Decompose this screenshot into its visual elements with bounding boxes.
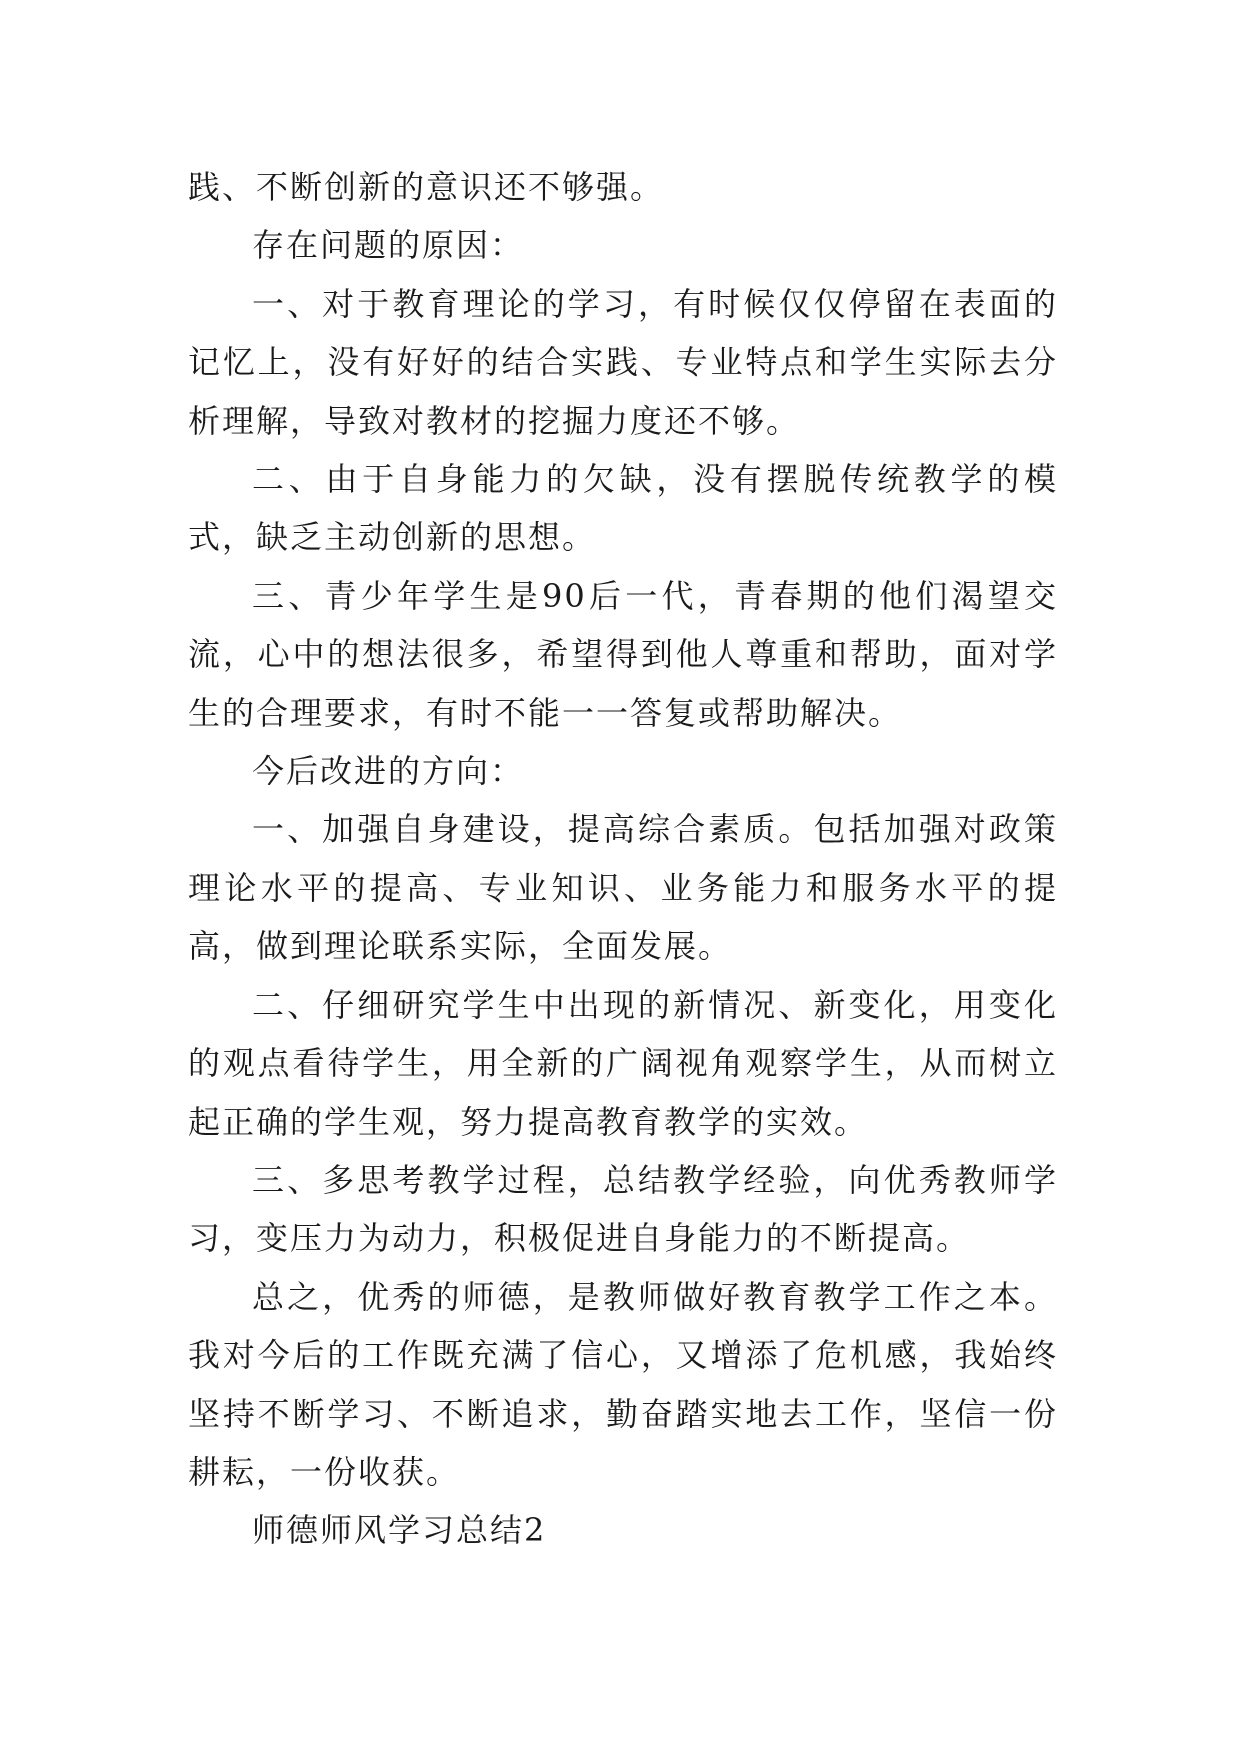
document-body [188,158,1058,1560]
paragraph-cause-1: 一、对于教育理论的学习，有时候仅仅停留在表面的记忆上，没有好好的结合实践、专业特点和学生实际去分析理解，导致对教材的挖掘力度还不够。 [188,284,1058,440]
paragraph-cause-3: 三、青少年学生是90后一代，青春期的他们渴望交流，心中的想法很多，希望得到他人尊重和帮助，面对学生的合理要求，有时不能一一答复或帮助解决。 [188,576,1058,732]
heading-improvement-direction: 今后改进的方向： [252,752,525,791]
paragraph-cause-2: 二、由于自身能力的欠缺，没有摆脱传统教学的模式，缺乏主动创新的思想。 [188,460,1058,557]
paragraph-improvement-2: 二、仔细研究学生中出现的新情况、新变化，用变化的观点看待学生，用全新的广阔视角观察学生，从而树立起正确的学生观，努力提高教育教学的实效。 [188,985,1058,1141]
paragraph-conclusion: 总之，优秀的师德，是教师做好教育教学工作之本。我对今后的工作既充满了信心，又增添了危机感，我始终坚持不断学习、不断追求，勤奋踏实地去工作，坚信一份耕耘，一份收获。 [188,1277,1058,1491]
paragraph-improvement-3: 三、多思考教学过程，总结教学经验，向优秀教师学习，变压力为动力，积极促进自身能力的不断提高。 [188,1160,1058,1258]
paragraph-improvement-1: 一、加强自身建设，提高综合素质。包括加强对政策理论水平的提高、专业知识、业务能力和服务水平的提高，做到理论联系实际，全面发展。 [188,810,1058,966]
section-title-next: 师德师风学习总结2 [252,1511,547,1550]
paragraph-continuation: 践、不断创新的意识还不够强。 [188,168,665,206]
heading-problem-causes: 存在问题的原因： [252,226,525,265]
